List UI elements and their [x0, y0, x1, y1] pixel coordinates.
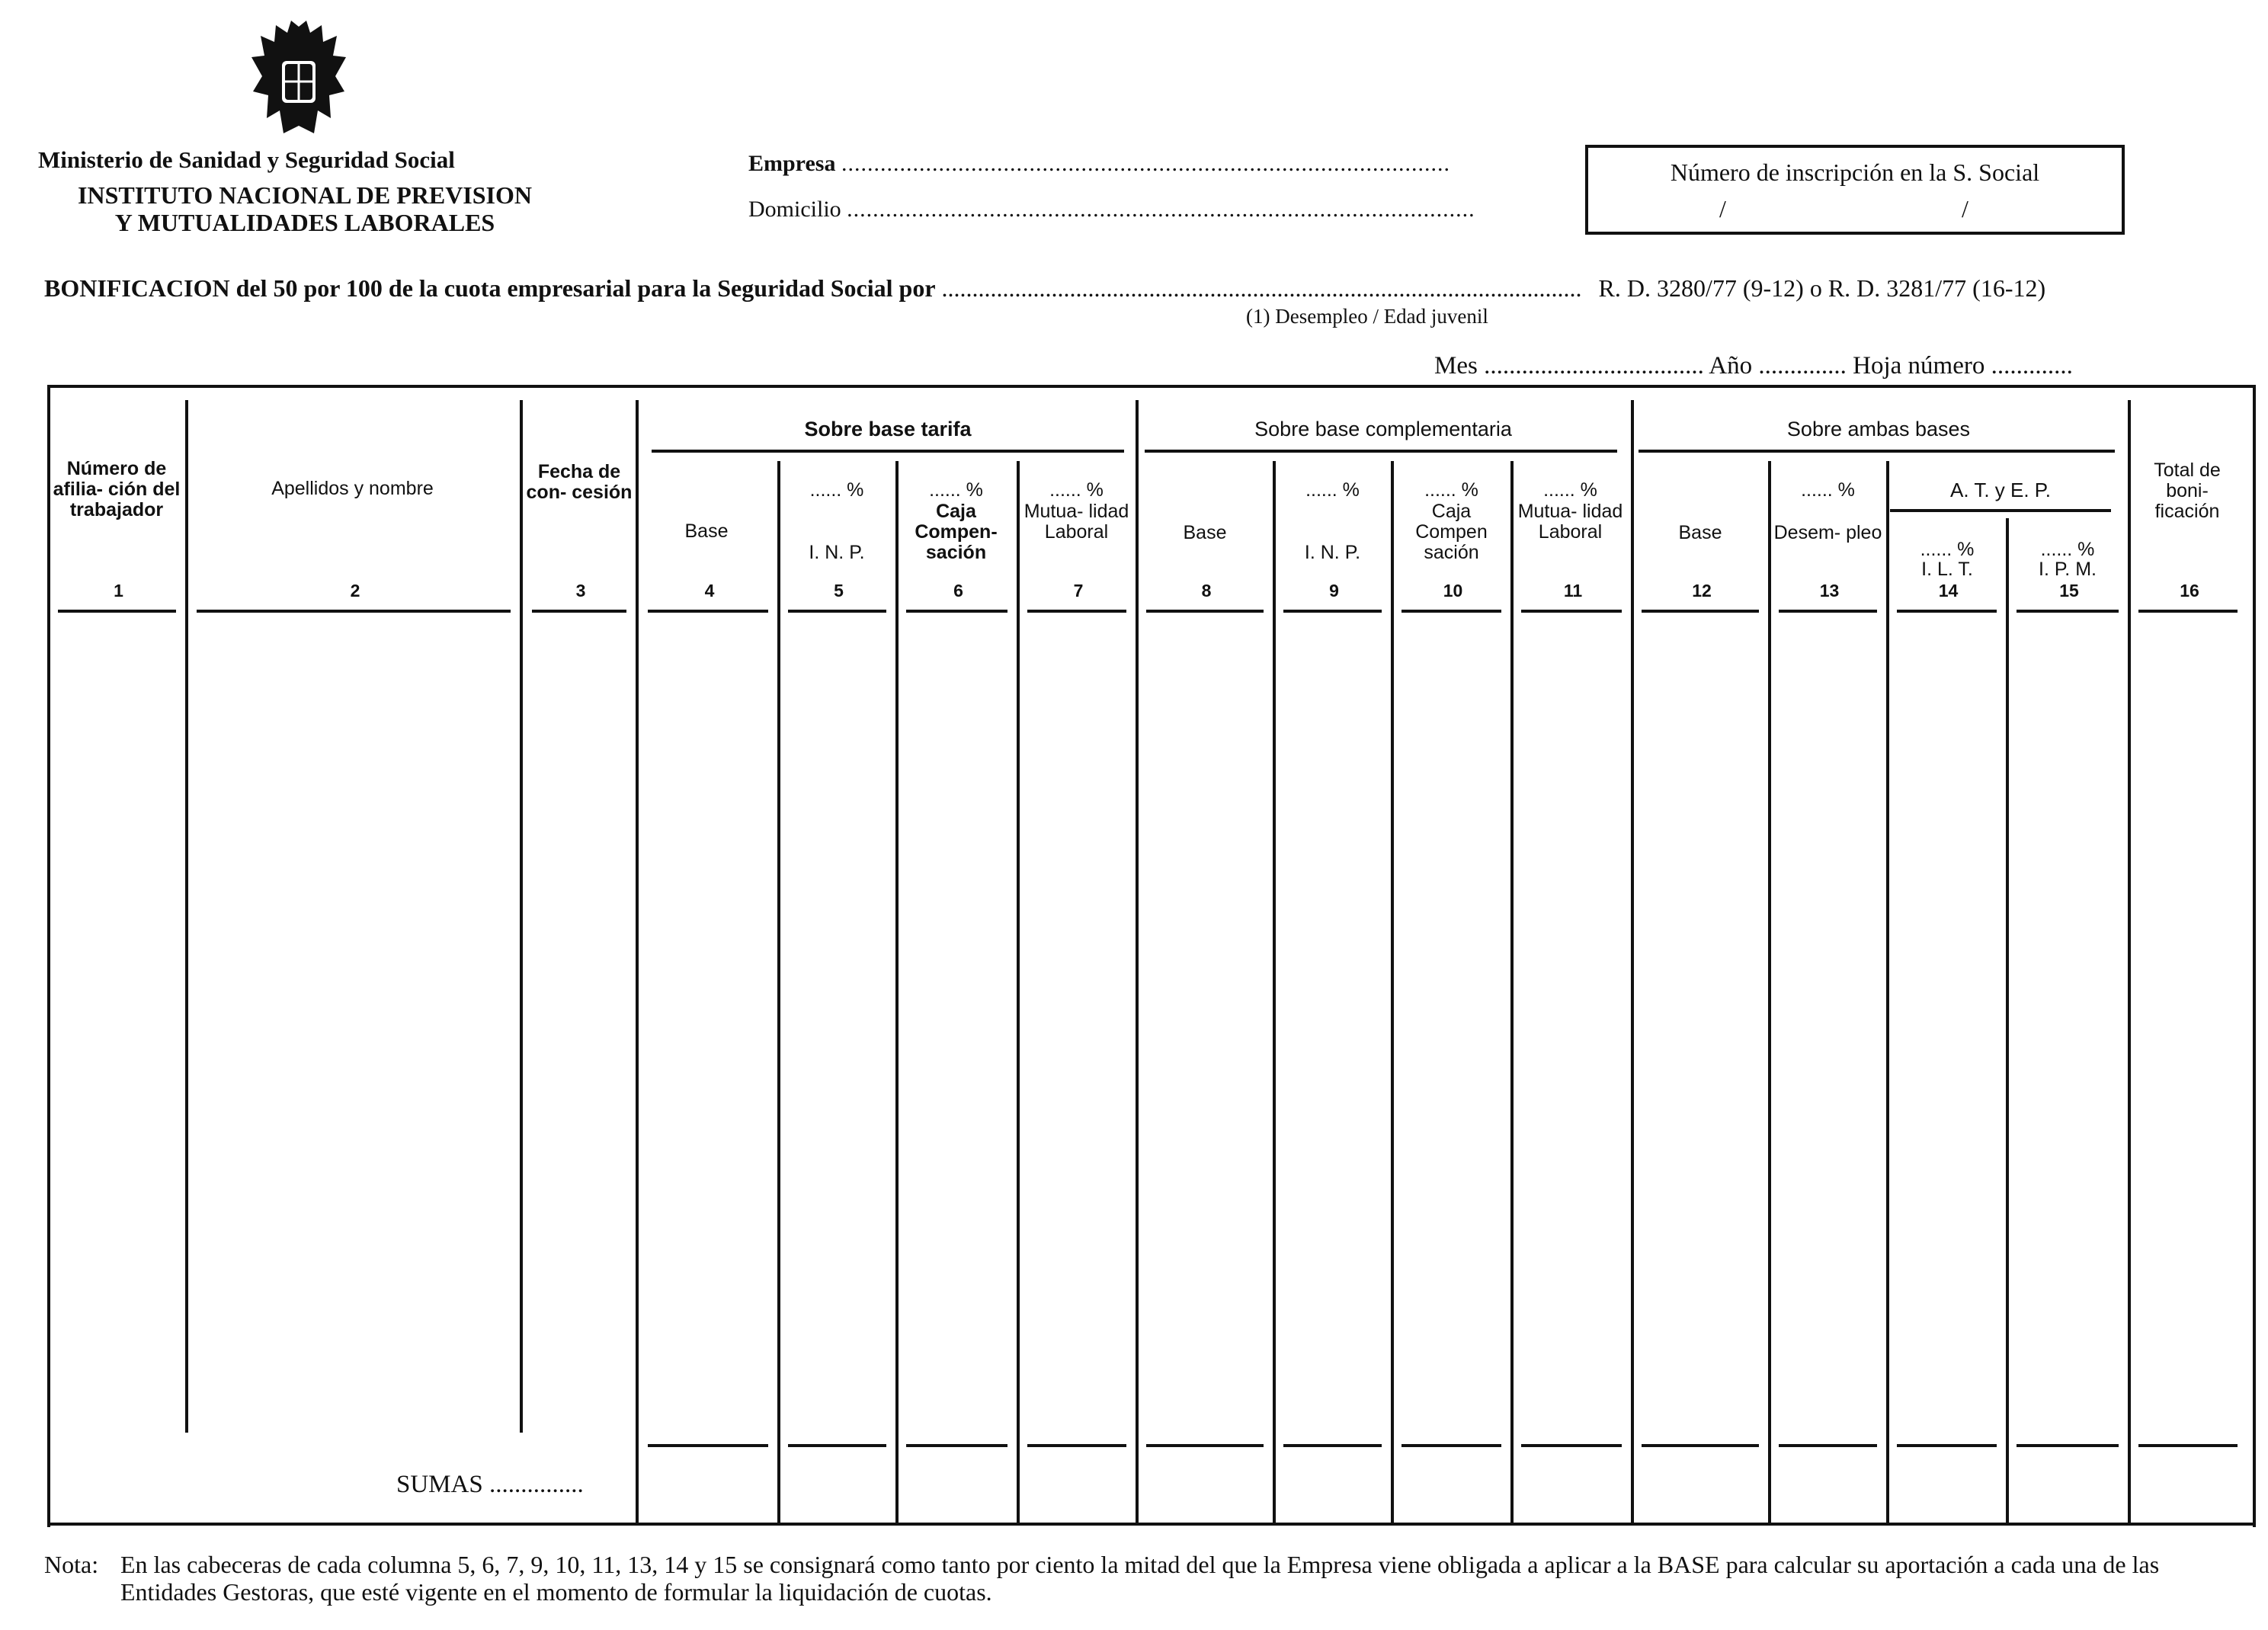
column-header-rule [1521, 610, 1622, 613]
column-number-2: 2 [350, 581, 360, 600]
column-header-rule [1283, 610, 1382, 613]
col-5-pct: ...... % [809, 479, 864, 501]
ano-field[interactable]: .............. [1758, 352, 1847, 379]
col-10-caja: Caja Compen sación [1415, 501, 1488, 563]
sumas-rule [1521, 1444, 1622, 1447]
sumas-rule [2017, 1444, 2119, 1447]
col-nombre-header: Apellidos y nombre [271, 478, 434, 499]
sumas-rule [2138, 1444, 2238, 1447]
hoja-label: Hoja número [1853, 352, 1985, 379]
column-number-7: 7 [1073, 581, 1084, 600]
column-header-rule [2138, 610, 2238, 613]
col-base-ambas-header: Base [1678, 522, 1722, 543]
column-number-8: 8 [1201, 581, 1212, 600]
domicilio-label: Domicilio [748, 197, 841, 222]
empresa-field[interactable]: Empresa .............................................................................................. [748, 151, 1450, 176]
column-header-rule [532, 610, 626, 613]
mes-field[interactable]: ................................... [1484, 352, 1704, 379]
registration-box-title: Número de inscripción en la S. Social [1670, 159, 2040, 186]
nota-text: En las cabeceras de cada columna 5, 6, 7, 9, 10, 11, 13, 14 y 15 se consignará como tanto por ciento la mitad del que la Empresa viene obligada a aplicar a la BASE para calcular su aportación a cada una de las Entidades Gestoras, que esté vigente en el momento de formular la liquidación de cuotas. [120, 1551, 2160, 1606]
col-11-pct: ...... % [1543, 479, 1597, 501]
column-header-rule [1401, 610, 1501, 613]
col-9-inp: I. N. P. [1304, 542, 1361, 563]
registration-number-box[interactable] [1585, 145, 2125, 235]
mes-label: Mes [1434, 352, 1478, 379]
column-number-9: 9 [1329, 581, 1339, 600]
group-tarifa: Sobre base tarifa [804, 418, 972, 440]
sumas-rule [1779, 1444, 1877, 1447]
col-base-tarifa-header: Base [684, 520, 729, 542]
col-fecha-header: Fecha de con- cesión [526, 461, 633, 503]
col-13-desempleo: Desem- pleo [1773, 522, 1882, 543]
nota-label: Nota: [44, 1551, 99, 1578]
table-bottom-border [47, 1523, 2253, 1526]
sumas-row-label [396, 1471, 584, 1499]
col-total-header: Total de boni- ficación [2154, 460, 2221, 522]
institute-line2: Y MUTUALIDADES LABORALES [114, 209, 495, 236]
domicilio-field[interactable]: Domicilio ................................................................................................. [748, 197, 1475, 222]
sumas-dots: ............... [489, 1471, 584, 1498]
column-header-rule [648, 610, 768, 613]
sumas-rule [788, 1444, 886, 1447]
institute-line1: INSTITUTO NACIONAL DE PREVISION [78, 181, 532, 209]
column-number-1: 1 [114, 581, 123, 600]
col-14-ilt: I. L. T. [1921, 559, 1973, 580]
col-5-inp: I. N. P. [809, 542, 865, 563]
hoja-field[interactable]: ............. [1991, 352, 2073, 379]
col-14-pct: ...... % [1920, 539, 1975, 560]
sumas-rule [1283, 1444, 1382, 1447]
sumas-rule [648, 1444, 768, 1447]
sumas-rule [1642, 1444, 1759, 1447]
group-complementaria: Sobre base complementaria [1254, 418, 1512, 440]
royal-decrees: R. D. 3280/77 (9-12) o R. D. 3281/77 (16-12) [1598, 274, 2046, 302]
column-header-rule [1027, 610, 1126, 613]
column-number-16: 16 [2180, 581, 2199, 600]
col-15-ipm: I. P. M. [2039, 559, 2097, 580]
column-header-rule [1779, 610, 1877, 613]
column-number-13: 13 [1819, 581, 1840, 600]
col-9-pct: ...... % [1305, 479, 1360, 501]
col-6-pct: ...... % [929, 479, 983, 501]
column-header-rule [2017, 610, 2119, 613]
sumas-label: SUMAS [396, 1471, 483, 1498]
ministry-name: Ministerio de Sanidad y Seguridad Social [38, 146, 455, 173]
column-number-3: 3 [575, 581, 586, 600]
ano-label: Año [1709, 352, 1753, 379]
col-7-pct: ...... % [1049, 479, 1104, 501]
coat-of-arms-emblem [245, 19, 352, 141]
column-header-rule [58, 610, 176, 613]
col-15-pct: ...... % [2040, 539, 2095, 560]
column-number-4: 4 [704, 581, 715, 600]
footnote [44, 1551, 2254, 1606]
col-11-mutua: Mutua- lidad Laboral [1517, 501, 1623, 543]
column-header-rule [788, 610, 886, 613]
bonificacion-line [44, 274, 2045, 303]
sumas-rule [906, 1444, 1007, 1447]
column-header-rule [1642, 610, 1759, 613]
col-7-mutua: Mutua- lidad Laboral [1023, 501, 1129, 543]
group-ambas: Sobre ambas bases [1786, 418, 1971, 440]
column-header-rule [1897, 610, 1997, 613]
column-header-rule [906, 610, 1007, 613]
column-number-10: 10 [1443, 581, 1463, 600]
period-line [1434, 352, 2073, 380]
bonificacion-text: BONIFICACION del 50 por 100 de la cuota empresarial para la Seguridad Social por [44, 274, 936, 302]
bonificacion-footnote: (1) Desempleo / Edad juvenil [1246, 305, 1488, 328]
registration-slash-1: / [1719, 195, 1726, 223]
sumas-rule [1027, 1444, 1126, 1447]
sumas-rule [1401, 1444, 1501, 1447]
column-header-rule [1146, 610, 1264, 613]
issuer-block [38, 146, 572, 236]
col-13-pct: ...... % [1801, 479, 1855, 501]
empresa-label: Empresa [748, 151, 836, 176]
sumas-rule [1897, 1444, 1997, 1447]
column-number-14: 14 [1938, 581, 1959, 600]
sumas-rule [1146, 1444, 1264, 1447]
bonificacion-fill-field[interactable]: ......................................................................................................... [941, 274, 1582, 302]
column-number-5: 5 [834, 581, 844, 600]
column-number-6: 6 [953, 581, 963, 600]
col-10-pct: ...... % [1424, 479, 1478, 501]
column-number-15: 15 [2059, 581, 2079, 600]
column-number-11: 11 [1563, 581, 1583, 600]
col-6-caja: Caja Compen- sación [915, 501, 998, 563]
column-number-12: 12 [1692, 581, 1712, 600]
registration-slash-2: / [1962, 195, 1968, 223]
col-afiliacion-header: Número de afilia- ción del trabajador [53, 458, 181, 520]
group-atep: A. T. y E. P. [1950, 479, 2051, 501]
col-base-compl-header: Base [1183, 522, 1227, 543]
column-header-rule [197, 610, 511, 613]
